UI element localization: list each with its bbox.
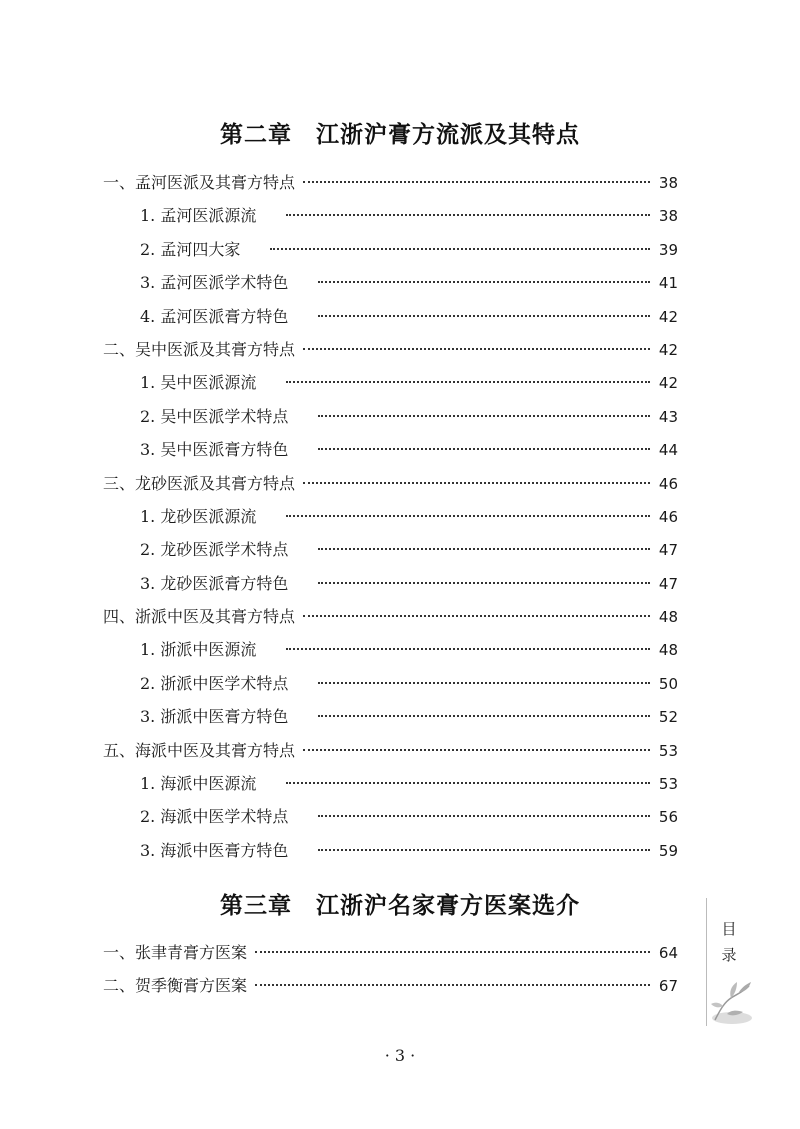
toc-page-number: 38 (658, 174, 678, 192)
toc-page-number: 41 (658, 274, 678, 293)
toc-page-number: 48 (658, 641, 678, 660)
toc-label: 3. 吴中医派膏方特色 (140, 440, 289, 460)
toc-label: 3. 海派中医膏方特色 (140, 840, 289, 860)
plant-decoration-icon (707, 968, 753, 1026)
toc-page-number: 47 (658, 574, 678, 593)
dot-leader (318, 715, 650, 717)
toc-label: 一、张聿青膏方医案 (103, 943, 248, 962)
toc-section-1[interactable] (103, 936, 678, 969)
toc-section-4[interactable] (103, 600, 678, 633)
toc-label: 3. 龙砂医派膏方特色 (140, 573, 289, 593)
toc-page-number: 52 (658, 708, 678, 727)
dot-leader (255, 951, 650, 953)
toc-subsection[interactable] (103, 834, 678, 867)
dot-leader (286, 648, 650, 650)
dot-leader (318, 315, 650, 317)
toc-section-2[interactable] (103, 333, 678, 366)
chapter-3-title: 第三章 江浙沪名家膏方医案选介 (220, 893, 580, 919)
toc-page-number: 38 (658, 207, 678, 226)
toc-label: 四、浙派中医及其膏方特点 (103, 607, 296, 627)
toc-page-number: 42 (658, 374, 678, 393)
dot-leader (303, 615, 650, 617)
toc-page-number: 42 (658, 307, 678, 326)
toc-label: 1. 孟河医派源流 (140, 206, 257, 226)
toc-subsection[interactable] (103, 433, 678, 466)
dot-leader (318, 281, 650, 283)
dot-leader (270, 248, 650, 250)
toc-label: 3. 浙派中医膏方特色 (140, 707, 289, 727)
dot-leader (318, 415, 650, 417)
toc-page-number: 48 (658, 608, 678, 627)
toc-page-number: 53 (658, 741, 678, 760)
dot-leader (318, 582, 650, 584)
toc-label: 2. 海派中医学术特点 (140, 807, 289, 827)
toc-page-number: 43 (658, 407, 678, 426)
toc-chapter-2 (103, 166, 678, 867)
toc-subsection[interactable] (103, 400, 678, 433)
toc-page-number: 59 (658, 841, 678, 860)
toc-subsection[interactable] (103, 633, 678, 666)
toc-page-number: 39 (658, 240, 678, 259)
dot-leader (286, 515, 650, 517)
toc-label: 2. 孟河四大家 (140, 239, 241, 259)
dot-leader (318, 548, 650, 550)
toc-label: 2. 吴中医派学术特点 (140, 406, 289, 426)
toc-section-3[interactable] (103, 467, 678, 500)
dot-leader (286, 381, 650, 383)
dot-leader (318, 815, 650, 817)
dot-leader (255, 984, 650, 986)
toc-label: 2. 龙砂医派学术特点 (140, 540, 289, 560)
toc-subsection[interactable] (103, 767, 678, 800)
toc-page-number: 46 (658, 507, 678, 526)
dot-leader (303, 348, 650, 350)
toc-label: 4. 孟河医派膏方特色 (140, 306, 289, 326)
toc-label: 二、吴中医派及其膏方特点 (103, 339, 296, 359)
toc-page-number: 53 (658, 775, 678, 794)
toc-subsection[interactable] (103, 800, 678, 833)
toc-page-number: 42 (658, 340, 678, 359)
toc-subsection[interactable] (103, 199, 678, 232)
toc-label: 1. 浙派中医源流 (140, 640, 257, 660)
toc-label: 三、龙砂医派及其膏方特点 (103, 473, 296, 493)
toc-label: 1. 吴中医派源流 (140, 373, 257, 393)
dot-leader (286, 782, 650, 784)
toc-section-2[interactable] (103, 969, 678, 1002)
toc-subsection[interactable] (103, 700, 678, 733)
toc-subsection[interactable] (103, 667, 678, 700)
toc-subsection[interactable] (103, 233, 678, 266)
toc-page-number: 50 (658, 674, 678, 693)
toc-subsection[interactable] (103, 366, 678, 399)
side-tab-char: 录 (721, 946, 737, 964)
toc-subsection[interactable] (103, 567, 678, 600)
toc-subsection[interactable] (103, 266, 678, 299)
toc-label: 3. 孟河医派学术特色 (140, 273, 289, 293)
toc-label: 二、贺季衡膏方医案 (103, 976, 248, 996)
toc-label: 1. 海派中医源流 (140, 774, 257, 794)
dot-leader (318, 849, 650, 851)
toc-subsection[interactable] (103, 300, 678, 333)
toc-page-number: 47 (658, 541, 678, 560)
toc-subsection[interactable] (103, 500, 678, 533)
toc-label: 五、海派中医及其膏方特点 (103, 740, 296, 760)
dot-leader (318, 448, 650, 450)
chapter-2-title: 第二章 江浙沪膏方流派及其特点 (220, 122, 580, 148)
dot-leader (286, 214, 650, 216)
dot-leader (303, 482, 650, 484)
side-tab-char: 目 (721, 920, 737, 938)
side-tab-label (719, 916, 739, 968)
toc-page-number: 44 (658, 441, 678, 460)
toc-chapter-3 (103, 936, 678, 1003)
toc-label: 1. 龙砂医派源流 (140, 506, 257, 526)
toc-label: 一、孟河医派及其膏方特点 (103, 173, 296, 192)
dot-leader (318, 682, 650, 684)
toc-subsection[interactable] (103, 533, 678, 566)
toc-section-1[interactable] (103, 166, 678, 199)
toc-page-number: 56 (658, 808, 678, 827)
toc-page-number: 67 (658, 977, 678, 996)
dot-leader (303, 749, 650, 751)
toc-page-number: 46 (658, 474, 678, 493)
toc-section-5[interactable] (103, 734, 678, 767)
toc-label: 2. 浙派中医学术特点 (140, 673, 289, 693)
contents-side-tab (706, 898, 753, 1026)
toc-page-number: 64 (658, 944, 678, 962)
page-number: · 3 · (384, 1046, 416, 1065)
dot-leader (303, 181, 650, 183)
